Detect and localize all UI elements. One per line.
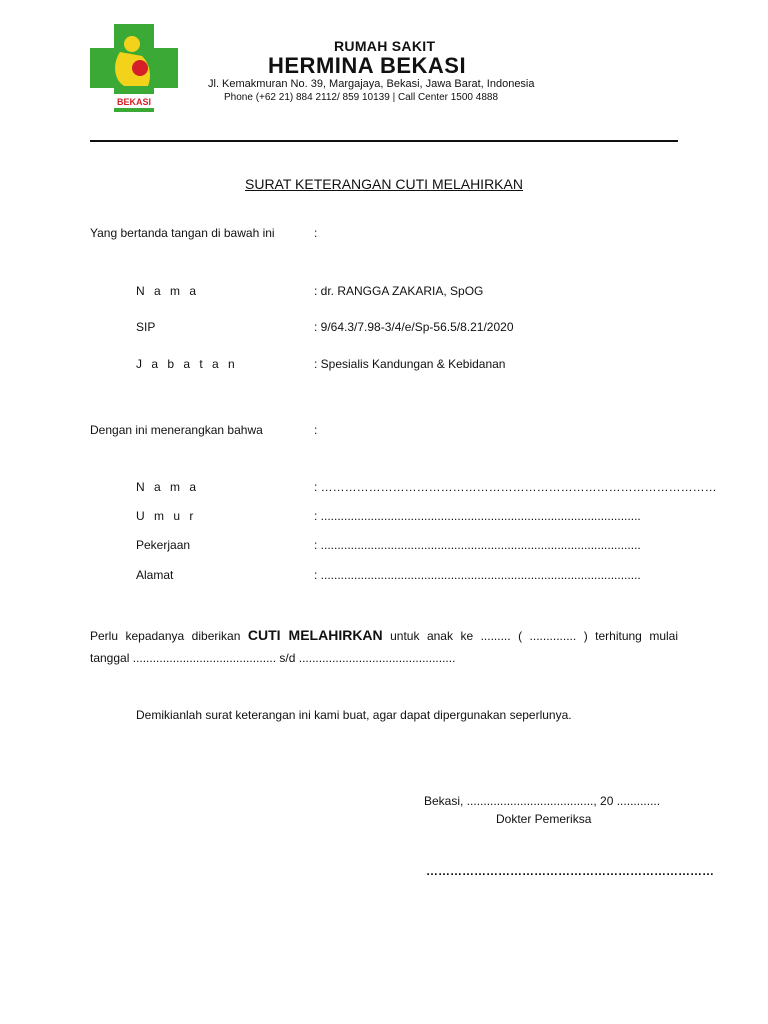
statement-emphasis: CUTI MELAHIRKAN: [247, 627, 383, 643]
logo-baby: [132, 60, 148, 76]
doctor-position-label: J a b a t a n: [136, 357, 238, 371]
logo-mother-head: [124, 36, 140, 52]
doctor-name-label: N a m a: [136, 284, 200, 298]
hospital-name: HERMINA BEKASI: [268, 53, 467, 78]
hospital-phone: Phone (+62 21) 884 2112/ 859 10139 | Call Center 1500 4888: [224, 92, 499, 103]
hospital-address: Jl. Kemakmuran No. 39, Margajaya, Bekasi, Jawa Barat, Indonesia: [208, 78, 535, 90]
signature-place-date: Bekasi, ......................................, 20 .............: [424, 794, 661, 808]
signature-line: ………………………………………………………………: [426, 864, 714, 878]
patient-address-label: Alamat: [136, 568, 174, 582]
patient-name-label: N a m a: [136, 480, 200, 494]
signer-intro-label: Yang bertanda tangan di bawah ini: [90, 226, 275, 240]
patient-age-label: U m u r: [136, 509, 197, 523]
doctor-position-value: : Spesialis Kandungan & Kebidanan: [314, 357, 506, 371]
patient-job-label: Pekerjaan: [136, 538, 191, 552]
header-divider: [90, 140, 678, 142]
doctor-sip-value: : 9/64.3/7.98-3/4/e/Sp-56.5/8.21/2020: [314, 320, 514, 334]
logo-text: BEKASI: [116, 97, 152, 107]
patient-job-value: : ................................................................................................: [314, 538, 641, 552]
statement-part-2: untuk anak ke ......... ( .............. ) terhitung mulai: [382, 629, 679, 643]
patient-address-value: : ................................................................................................: [314, 568, 641, 582]
patient-intro-label: Dengan ini menerangkan bahwa: [90, 423, 263, 437]
statement-line-2: tanggal ........................................... s/d ...............................................: [90, 651, 456, 665]
doctor-name-value: : dr. RANGGA ZAKARIA, SpOG: [314, 284, 484, 298]
statement-line-1: [90, 624, 678, 647]
patient-age-value: : ................................................................................................: [314, 509, 641, 523]
closing-sentence: Demikianlah surat keterangan ini kami buat, agar dapat dipergunakan seperlunya.: [136, 708, 572, 722]
hospital-logo: [90, 24, 178, 112]
document-title: SURAT KETERANGAN CUTI MELAHIRKAN: [245, 176, 523, 192]
signer-intro-colon: :: [314, 226, 318, 240]
patient-name-value: : ………………………………………………………………………………………: [314, 480, 717, 494]
patient-intro-colon: :: [314, 423, 318, 437]
hospital-type: RUMAH SAKIT: [334, 38, 436, 54]
doctor-sip-label: SIP: [136, 320, 156, 334]
statement-paragraph: [90, 624, 678, 669]
statement-part-1: Perlu kepadanya diberikan: [90, 629, 248, 643]
signature-role: Dokter Pemeriksa: [496, 812, 592, 826]
